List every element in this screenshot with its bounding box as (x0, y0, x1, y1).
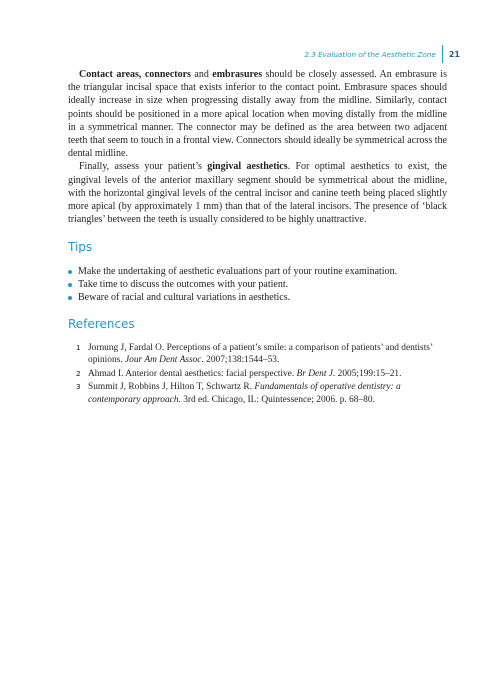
reference-text: Ahmad I. Anterior dental aesthetics: facial perspective. (88, 368, 297, 379)
bold-term: Contact areas, connectors (79, 69, 191, 80)
tips-heading: Tips (68, 240, 93, 254)
running-head-title: 2.3 Evaluation of the Aesthetic Zone (304, 49, 436, 59)
references-list (76, 342, 447, 407)
reference-text: Jornung J, Fardal O. Perceptions of a patient’s smile: a comparison of patients’ and dentists’ opinions. (88, 343, 433, 366)
reference-details: 3rd ed. Chicago, IL: Quintessence; 2006. p. 68–80. (180, 394, 375, 405)
reference-details: 2007;138:1544–53. (203, 355, 280, 366)
text-run: . For optimal aesthetics to exist, the gingival levels of the anterior maxillary segment should be symmetrical about the midline, with the horizontal gingival levels of the central incisor and canine teeth being placed slightly more apical (by approximately 1 mm) than that of the lateral incisors. The presence of ‘black triangles’ between the teeth is usually considered to be highly unattractive. (68, 161, 447, 226)
tip-item (68, 292, 447, 305)
running-head (304, 45, 460, 63)
reference-item (76, 368, 447, 380)
tip-text: Beware of racial and cultural variations in aesthetics. (78, 291, 291, 303)
page-number: 21 (448, 49, 460, 59)
tips-list (68, 266, 447, 304)
reference-details: 2005;199:15–21. (335, 368, 402, 379)
bullet-icon (68, 283, 72, 287)
tip-item (68, 266, 447, 279)
reference-number: 3 (76, 382, 81, 392)
text-run: should be closely assessed. An embrasure is the triangular incisal space that exists inferior to the contact point. Embrasure spaces should ideally increase in size when progressing distally away from the midline. Similarly, contact points should be positioned in a more apical location when moving distally from the midline in a symmetrical manner. The connector may be defined as the area between two adjacent teeth that seem to touch in a frontal view. Connectors should ideally be symmetrical across the dental midline. (68, 69, 447, 160)
reference-journal: Jour Am Dent Assoc. (124, 355, 204, 366)
reference-journal: Br Dent J. (296, 368, 336, 379)
paragraph-gingival (68, 160, 447, 226)
text-run: and (190, 69, 213, 80)
bold-term: gingival aesthetics (207, 161, 288, 173)
reference-item (76, 381, 447, 406)
bullet-icon (68, 270, 72, 274)
paragraph-contact-areas (68, 68, 447, 160)
reference-number: 2 (76, 368, 81, 378)
reference-journal: Fundamentals of operative dentistry: a contemporary approach. (88, 382, 401, 405)
reference-text: Summit J, Robbins J, Hilton T, Schwartz R. (88, 382, 255, 393)
tip-text: Take time to discuss the outcomes with your patient. (78, 278, 289, 290)
body-text (68, 68, 447, 226)
bold-term: embrasures (212, 69, 263, 80)
text-run: Finally, assess your patient’s (79, 161, 208, 173)
bullet-icon (68, 296, 72, 300)
references-heading: References (68, 317, 135, 331)
tip-text: Make the undertaking of aesthetic evaluations part of your routine examination. (78, 266, 398, 277)
reference-item (76, 342, 447, 367)
reference-number: 1 (76, 343, 81, 352)
tip-item (68, 279, 447, 292)
